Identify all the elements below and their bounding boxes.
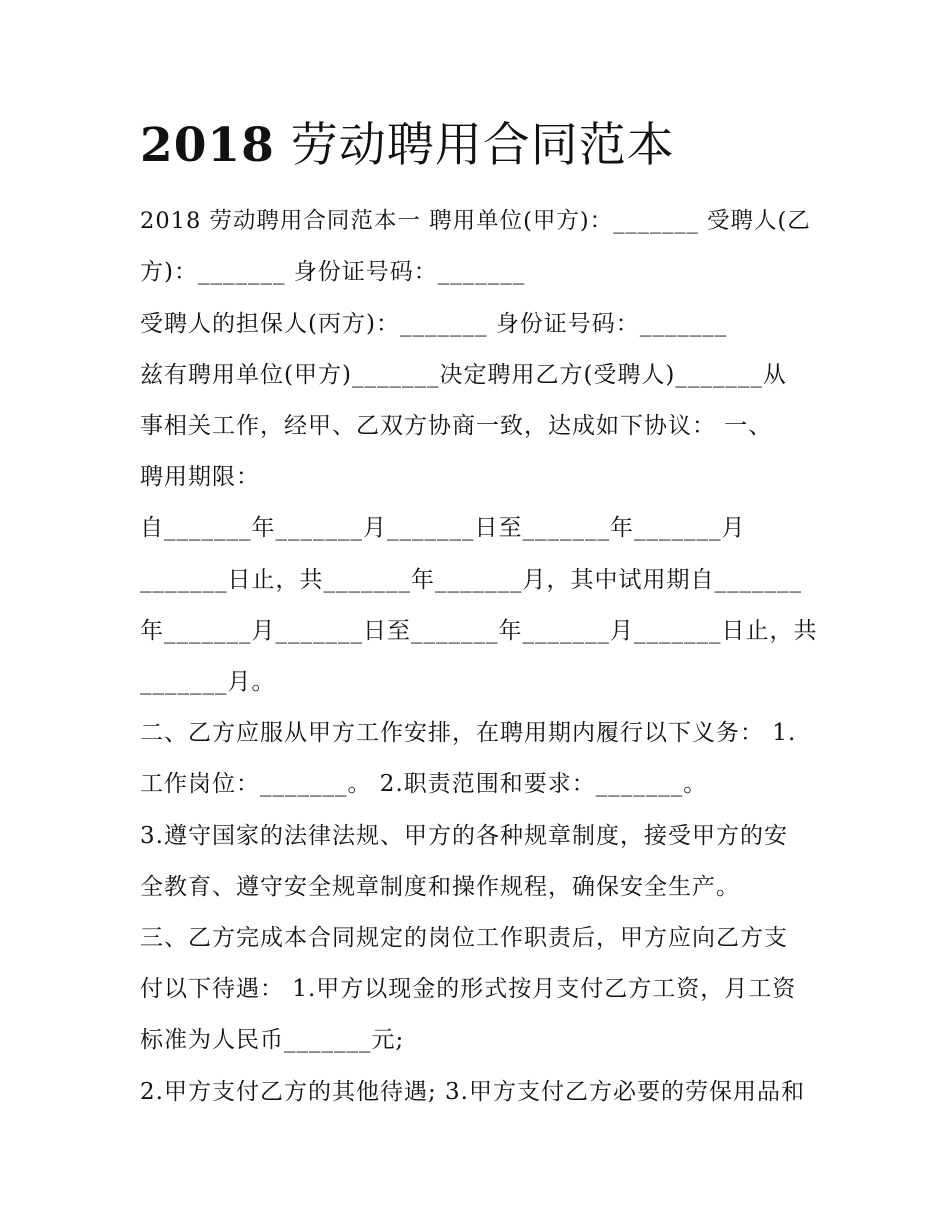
text-line: 工作岗位：_______。 2.职责范围和要求：_______。 xyxy=(140,771,708,797)
text-line: 三、乙方完成本合同规定的岗位工作职责后，甲方应向乙方支 xyxy=(140,925,788,951)
text-line: 聘用期限： xyxy=(140,464,260,490)
text-line: 自_______年_______月_______日至_______年_______月 xyxy=(140,515,746,541)
text-line: 年_______月_______日至_______年_______月_______日止，共 xyxy=(140,618,818,644)
document-title xyxy=(140,118,675,174)
text-line: 付以下待遇： 1.甲方以现金的形式按月支付乙方工资，月工资 xyxy=(140,976,797,1002)
text-line: 3.遵守国家的法律法规、甲方的各种规章制度，接受甲方的安 xyxy=(140,823,788,849)
text-line: 方)：_______ 身份证号码：_______ xyxy=(140,259,526,285)
text-line: 事相关工作，经甲、乙双方协商一致，达成如下协议： 一、 xyxy=(140,413,773,439)
text-line: 2018 劳动聘用合同范本一 聘用单位(甲方)：_______ 受聘人(乙 xyxy=(140,208,811,234)
text-line: _______日止，共_______年_______月，其中试用期自_______ xyxy=(140,567,802,593)
text-line: _______月。 xyxy=(140,669,276,695)
title-text: 劳动聘用合同范本 xyxy=(274,118,675,173)
title-year: 2018 xyxy=(140,118,275,173)
text-line: 全教育、遵守安全规章制度和操作规程，确保安全生产。 xyxy=(140,874,740,900)
text-line: 受聘人的担保人(丙方)：_______ 身份证号码：_______ xyxy=(140,311,728,337)
text-line: 标准为人民币_______元; xyxy=(140,1027,405,1053)
text-line: 2.甲方支付乙方的其他待遇; 3.甲方支付乙方必要的劳保用品和 xyxy=(140,1079,805,1105)
text-line: 兹有聘用单位(甲方)_______决定聘用乙方(受聘人)_______从 xyxy=(140,362,787,388)
text-line: 二、乙方应服从甲方工作安排，在聘用期内履行以下义务： 1. xyxy=(140,720,797,746)
